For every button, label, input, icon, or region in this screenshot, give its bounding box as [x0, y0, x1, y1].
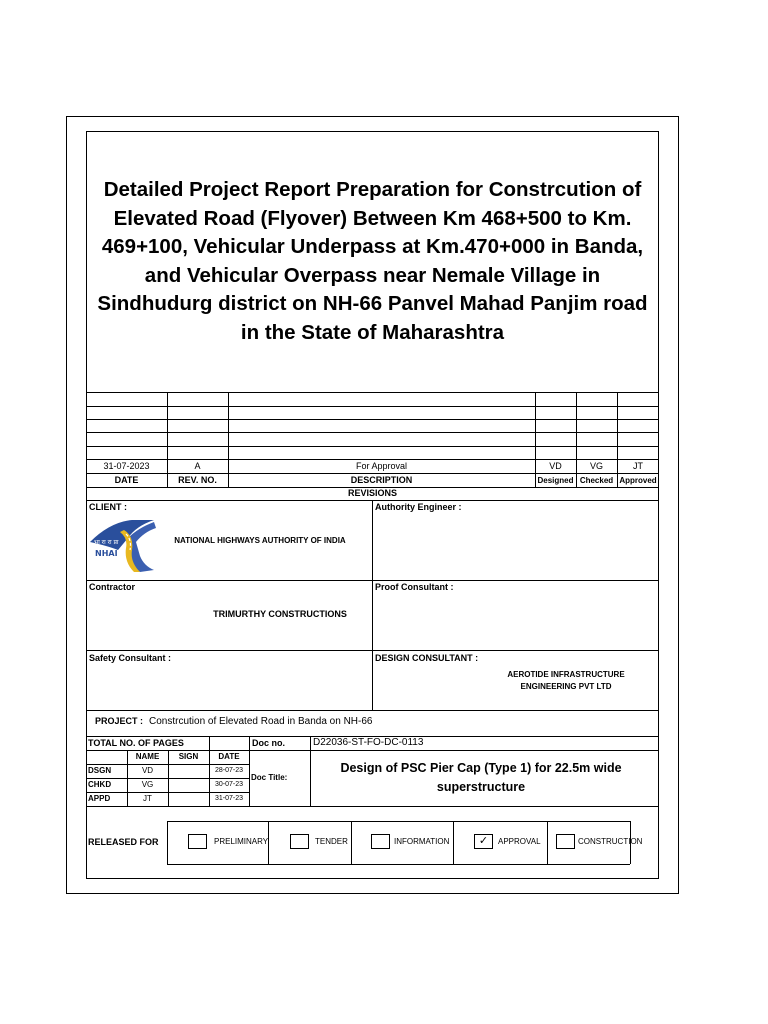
doc-no-label: Doc no.	[252, 738, 285, 748]
sign-name: VG	[141, 780, 154, 789]
safety-consultant-label: Safety Consultant :	[89, 653, 172, 663]
approval-checkbox[interactable]	[474, 834, 493, 849]
sign-date: 28-07-23	[214, 767, 244, 774]
authority-engineer-label: Authority Engineer :	[375, 502, 462, 512]
preliminary-label: PRELIMINARY	[214, 837, 269, 846]
proof-consultant-label: Proof Consultant :	[375, 582, 454, 592]
approval-label: APPROVAL	[498, 837, 541, 846]
preliminary-checkbox[interactable]	[188, 834, 207, 849]
sign-name: VD	[141, 766, 154, 775]
header-description: DESCRIPTION	[350, 475, 413, 485]
nhai-logo	[88, 516, 158, 574]
sign-header-sign: SIGN	[178, 752, 199, 761]
sign-role: CHKD	[88, 780, 112, 789]
project-label: PROJECT :	[95, 716, 144, 726]
header-approved: Approved	[619, 476, 657, 485]
project-name: Constrcution of Elevated Road in Banda on NH-66	[149, 716, 373, 727]
revision-date: 31-07-2023	[103, 461, 150, 471]
client-name: NATIONAL HIGHWAYS AUTHORITY OF INDIA	[174, 536, 346, 545]
check-mark-icon: ✓	[478, 835, 489, 847]
information-label: INFORMATION	[394, 837, 450, 846]
sign-role: DSGN	[88, 766, 112, 775]
header-date: DATE	[114, 475, 139, 485]
revision-designed: VD	[549, 461, 562, 471]
design-consultant-label: DESIGN CONSULTANT :	[375, 653, 479, 663]
revision-description: For Approval	[355, 461, 408, 471]
construction-checkbox[interactable]	[556, 834, 575, 849]
total-pages-label: TOTAL NO. OF PAGES	[88, 738, 184, 748]
sign-role: APPD	[88, 794, 111, 803]
client-label: CLIENT :	[89, 502, 127, 512]
construction-label: CONSTRUCTION	[578, 837, 643, 846]
sign-header-date: DATE	[218, 752, 240, 761]
header-rev-no: REV. NO.	[178, 475, 217, 485]
doc-title-label: Doc Title:	[251, 773, 288, 782]
report-title: Detailed Project Report Preparation for Constrcution of Elevated Road (Flyover) Between Km 468+500 to Km. 469+100, Vehicular Underpass at Km.470+000 in Banda, and Vehicular Overpass near Nemale Village in Sindhudurg district on NH-66 Panvel Mahad Panjim road in the State of Maharashtra	[97, 178, 648, 344]
sign-date: 30-07-23	[214, 781, 244, 788]
design-consultant-name: AEROTIDE INFRASTRUCTURE ENGINEERING PVT LTD	[507, 670, 625, 691]
sign-date: 31-07-23	[214, 795, 244, 802]
released-for-label: RELEASED FOR	[88, 837, 159, 847]
header-designed: Designed	[537, 476, 574, 485]
doc-title: Design of PSC Pier Cap (Type 1) for 22.5m wide superstructure	[340, 761, 622, 794]
header-checked: Checked	[579, 476, 614, 485]
information-checkbox[interactable]	[371, 834, 390, 849]
revision-number: A	[194, 461, 201, 471]
doc-number: D22036-ST-FO-DC-0113	[313, 737, 424, 748]
sign-header-name: NAME	[135, 752, 160, 761]
contractor-name: TRIMURTHY CONSTRUCTIONS	[213, 609, 347, 619]
tender-checkbox[interactable]	[290, 834, 309, 849]
revision-checked: VG	[589, 461, 603, 471]
revisions-label: REVISIONS	[347, 488, 397, 498]
svg-text:NHAI: NHAI	[95, 549, 118, 558]
contractor-label: Contractor	[89, 582, 136, 592]
revision-approved: JT	[633, 461, 643, 471]
svg-text:भा रा रा प्रा: भा रा रा प्रा	[94, 539, 119, 546]
sign-name: JT	[143, 794, 152, 803]
tender-label: TENDER	[315, 837, 348, 846]
